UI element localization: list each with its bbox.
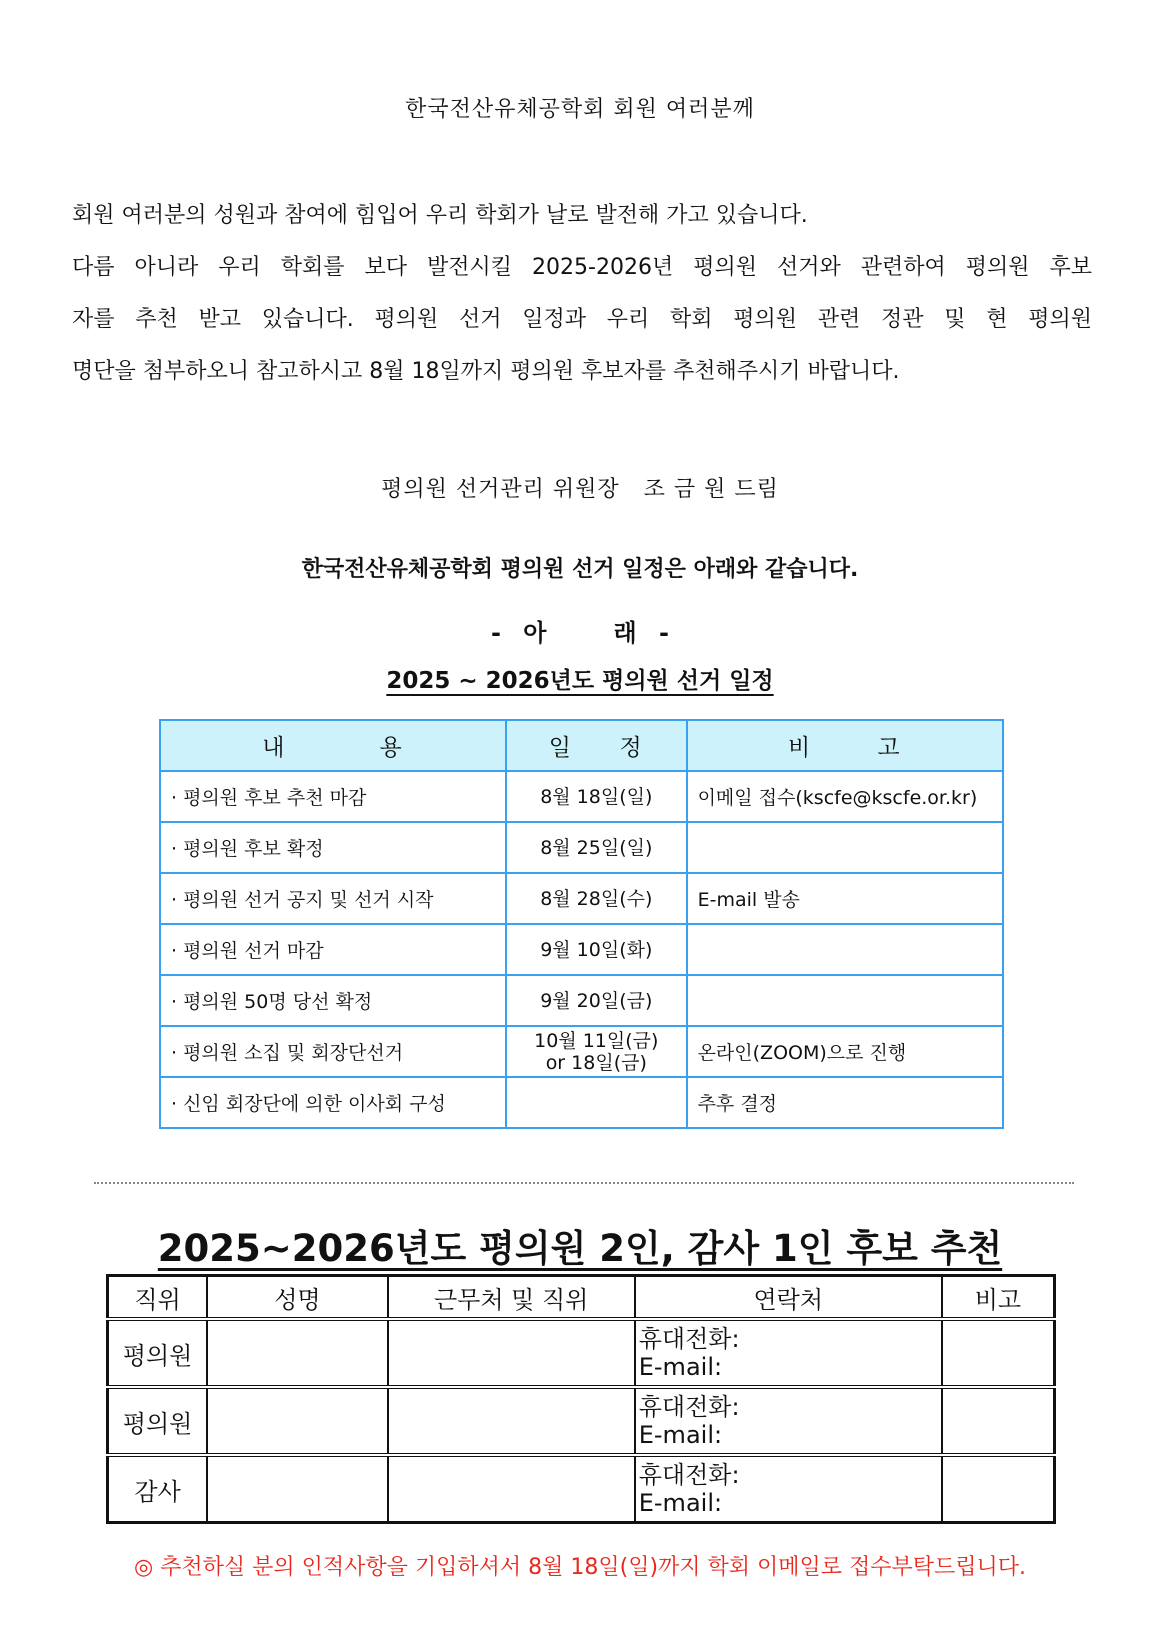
nomination-workplace-cell[interactable] xyxy=(388,1319,635,1387)
nomination-workplace-cell[interactable] xyxy=(388,1455,635,1523)
nomination-remarks-cell[interactable] xyxy=(942,1455,1055,1523)
nomination-remarks-cell[interactable] xyxy=(942,1387,1055,1455)
schedule-intro: 한국전산유체공학회 평의원 선거 일정은 아래와 같습니다. xyxy=(301,557,859,582)
nomination-header-position: 직위 xyxy=(108,1276,208,1320)
nomination-workplace-cell[interactable] xyxy=(388,1387,635,1455)
nomination-header-row xyxy=(108,1276,1055,1320)
schedule-header-note: 비 고 xyxy=(687,720,1003,771)
email-label: E-mail: xyxy=(638,1489,723,1517)
nomination-position: 평의원 xyxy=(108,1387,208,1455)
schedule-note xyxy=(687,822,1003,873)
footer-note: ◎ 추천하실 분의 인적사항을 기입하셔서 8월 18일(일)까지 학회 이메일로 접수부탁드립니다. xyxy=(133,1555,1027,1580)
body-line-2: 다름 아니라 우리 학회를 보다 발전시킬 2025-2026년 평의원 선거와 관련하여 평의원 후보 xyxy=(72,255,1093,280)
schedule-header-date: 일 정 xyxy=(506,720,687,771)
nomination-header-remarks: 비고 xyxy=(942,1276,1055,1320)
nomination-contact-cell[interactable] xyxy=(635,1319,942,1387)
nomination-header-name: 성명 xyxy=(207,1276,387,1320)
schedule-date-line1: 9월 10일(화) xyxy=(540,938,653,961)
schedule-date xyxy=(506,975,687,1026)
nomination-contact-cell[interactable] xyxy=(635,1387,942,1455)
schedule-row xyxy=(160,924,1003,975)
schedule-date-line2: or 18일(금) xyxy=(545,1051,647,1074)
schedule-note xyxy=(687,975,1003,1026)
schedule-note: 온라인(ZOOM)으로 진행 xyxy=(687,1026,1003,1077)
schedule-row xyxy=(160,975,1003,1026)
nomination-contact-cell[interactable] xyxy=(635,1455,942,1523)
email-label: E-mail: xyxy=(638,1421,723,1449)
nomination-header-workplace: 근무처 및 직위 xyxy=(388,1276,635,1320)
schedule-content: · 평의원 선거 마감 xyxy=(160,924,506,975)
schedule-row xyxy=(160,1026,1003,1077)
nomination-row xyxy=(108,1387,1055,1455)
schedule-content: · 평의원 선거 공지 및 선거 시작 xyxy=(160,873,506,924)
body-line-3: 자를 추천 받고 있습니다. 평의원 선거 일정과 우리 학회 평의원 관련 정관 및 현 평의원 xyxy=(72,307,1092,332)
body-line-1: 회원 여러분의 성원과 참여에 힘입어 우리 학회가 날로 발전해 가고 있습니다. xyxy=(72,203,808,228)
nomination-title-wrap xyxy=(0,1218,1160,1272)
below-mark: - 아 래 - xyxy=(490,619,670,647)
schedule-date xyxy=(506,771,687,822)
email-label: E-mail: xyxy=(638,1353,723,1381)
schedule-date-line1: 8월 28일(수) xyxy=(540,887,653,910)
nomination-name-cell[interactable] xyxy=(207,1319,387,1387)
nomination-position: 감사 xyxy=(108,1455,208,1523)
schedule-note: 이메일 접수(kscfe@kscfe.or.kr) xyxy=(687,771,1003,822)
schedule-row xyxy=(160,1077,1003,1128)
schedule-content: · 평의원 소집 및 회장단선거 xyxy=(160,1026,506,1077)
nomination-row xyxy=(108,1319,1055,1387)
schedule-date-line1: 10월 11일(금) xyxy=(534,1029,659,1052)
schedule-date xyxy=(506,873,687,924)
schedule-content: · 신임 회장단에 의한 이사회 구성 xyxy=(160,1077,506,1128)
schedule-row xyxy=(160,771,1003,822)
schedule-row xyxy=(160,822,1003,873)
schedule-content: · 평의원 후보 확정 xyxy=(160,822,506,873)
dotted-separator xyxy=(94,1182,1074,1184)
nomination-title: 2025~2026년도 평의원 2인, 감사 1인 후보 추천 xyxy=(157,1227,1003,1270)
schedule-date-line1: 8월 25일(일) xyxy=(540,836,653,859)
body-line-4: 명단을 첨부하오니 참고하시고 8월 18일까지 평의원 후보자를 추천해주시기 바랍니다. xyxy=(72,359,900,384)
phone-label: 휴대전화: xyxy=(638,1393,740,1421)
schedule-title: 2025 ~ 2026년도 평의원 선거 일정 xyxy=(386,668,774,694)
phone-label: 휴대전화: xyxy=(638,1325,740,1353)
greeting: 한국전산유체공학회 회원 여러분께 xyxy=(405,97,755,122)
schedule-header-row xyxy=(160,720,1003,771)
schedule-header-content: 내 용 xyxy=(160,720,506,771)
schedule-note: 추후 결정 xyxy=(687,1077,1003,1128)
schedule-date xyxy=(506,924,687,975)
schedule-date-line1: 9월 20일(금) xyxy=(540,989,653,1012)
schedule-date xyxy=(506,822,687,873)
schedule-content: · 평의원 후보 추천 마감 xyxy=(160,771,506,822)
nomination-position: 평의원 xyxy=(108,1319,208,1387)
nomination-header-contact: 연락처 xyxy=(635,1276,942,1320)
phone-label: 휴대전화: xyxy=(638,1461,740,1489)
signature: 평의원 선거관리 위원장 조 금 원 드림 xyxy=(381,477,779,502)
nomination-name-cell[interactable] xyxy=(207,1455,387,1523)
schedule-table xyxy=(159,719,1004,1129)
schedule-note xyxy=(687,924,1003,975)
schedule-note: E-mail 발송 xyxy=(687,873,1003,924)
schedule-title-wrap xyxy=(0,662,1160,695)
nomination-remarks-cell[interactable] xyxy=(942,1319,1055,1387)
nomination-name-cell[interactable] xyxy=(207,1387,387,1455)
schedule-row xyxy=(160,873,1003,924)
schedule-content: · 평의원 50명 당선 확정 xyxy=(160,975,506,1026)
schedule-date xyxy=(506,1026,687,1077)
schedule-date xyxy=(506,1077,687,1128)
nomination-row xyxy=(108,1455,1055,1523)
schedule-date-line1: 8월 18일(일) xyxy=(540,785,653,808)
nomination-form-table xyxy=(106,1274,1056,1524)
